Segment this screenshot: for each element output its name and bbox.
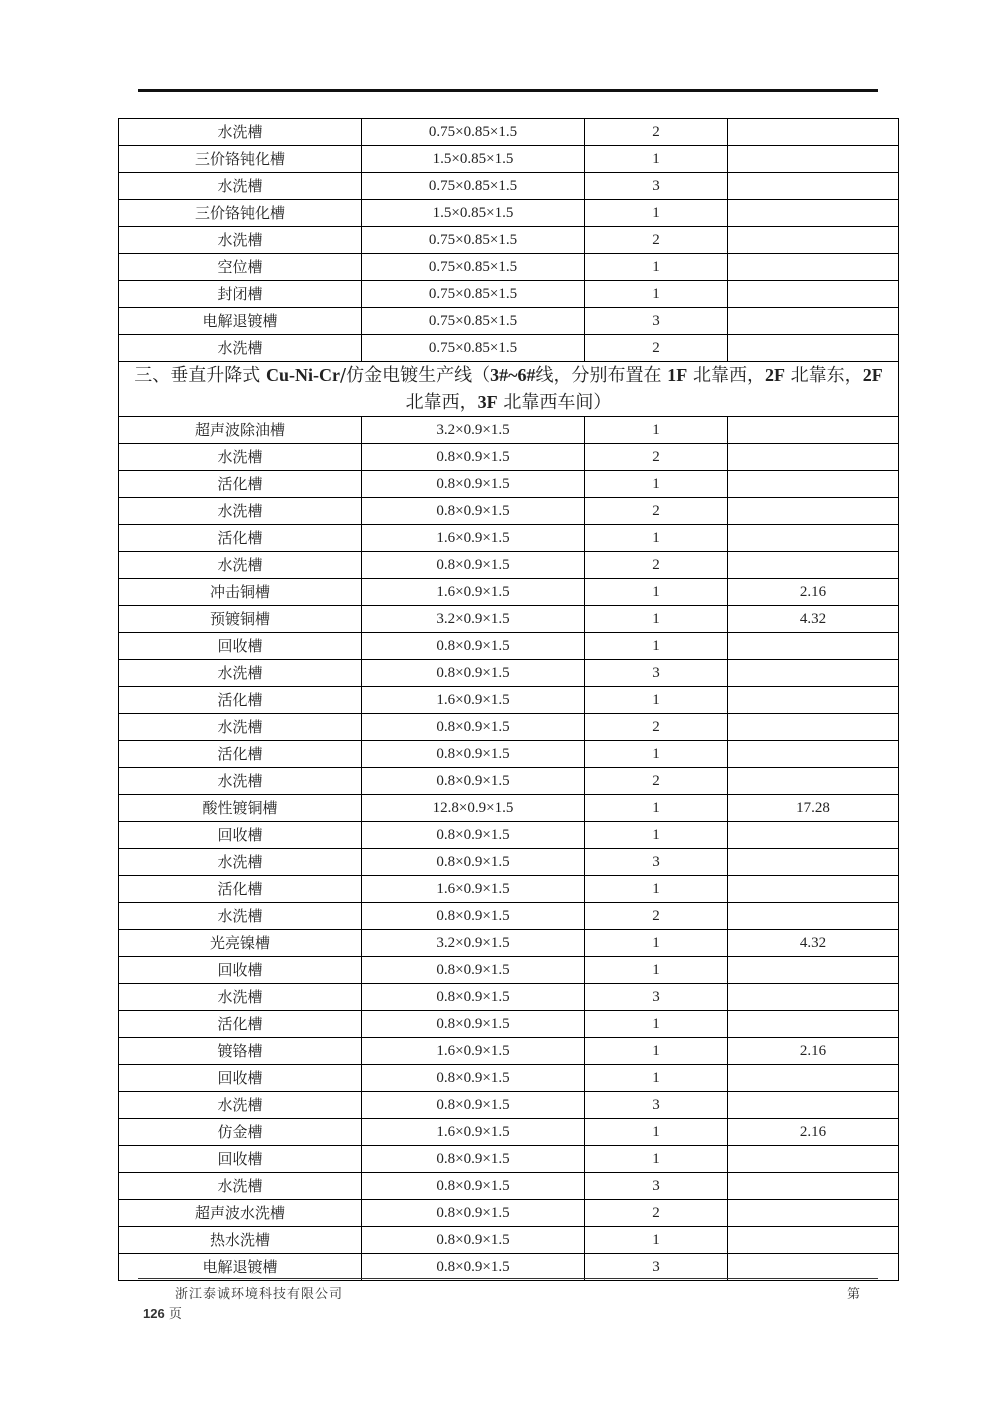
quantity-cell: 1 <box>585 200 728 227</box>
volume-cell <box>728 281 899 308</box>
section-heading: 三、垂直升降式 Cu-Ni-Cr/仿金电镀生产线（3#~6#线，分别布置在 1F 北靠西，2F 北靠东，2F 北靠西，3F 北靠西车间） <box>119 362 899 417</box>
quantity-cell: 3 <box>585 173 728 200</box>
volume-cell <box>728 1173 899 1200</box>
table-row <box>119 552 899 579</box>
tank-name-cell: 镀铬槽 <box>119 1038 362 1065</box>
volume-cell <box>728 903 899 930</box>
dimension-cell: 0.8×0.9×1.5 <box>362 714 585 741</box>
volume-cell <box>728 498 899 525</box>
quantity-cell: 1 <box>585 930 728 957</box>
dimension-cell: 0.8×0.9×1.5 <box>362 741 585 768</box>
tank-name-cell: 活化槽 <box>119 687 362 714</box>
dimension-cell: 0.75×0.85×1.5 <box>362 335 585 362</box>
table-row <box>119 227 899 254</box>
quantity-cell: 1 <box>585 254 728 281</box>
table-row <box>119 849 899 876</box>
quantity-cell: 1 <box>585 687 728 714</box>
quantity-cell: 1 <box>585 417 728 444</box>
table-row <box>119 1092 899 1119</box>
quantity-cell: 1 <box>585 1146 728 1173</box>
dimension-cell: 0.75×0.85×1.5 <box>362 173 585 200</box>
volume-cell: 4.32 <box>728 930 899 957</box>
table-row <box>119 876 899 903</box>
dimension-cell: 3.2×0.9×1.5 <box>362 606 585 633</box>
dimension-cell: 0.8×0.9×1.5 <box>362 1146 585 1173</box>
tank-name-cell: 电解退镀槽 <box>119 1254 362 1281</box>
volume-cell <box>728 849 899 876</box>
volume-cell <box>728 308 899 335</box>
table-row <box>119 714 899 741</box>
volume-cell <box>728 1200 899 1227</box>
page-suffix: 页 <box>164 1307 182 1322</box>
tank-name-cell: 水洗槽 <box>119 444 362 471</box>
tank-name-cell: 水洗槽 <box>119 335 362 362</box>
tank-spec-table <box>118 118 899 1281</box>
volume-cell <box>728 471 899 498</box>
table-row <box>119 795 899 822</box>
volume-cell <box>728 1254 899 1281</box>
dimension-cell: 0.8×0.9×1.5 <box>362 498 585 525</box>
volume-cell <box>728 335 899 362</box>
dimension-cell: 0.8×0.9×1.5 <box>362 849 585 876</box>
header-rule <box>138 89 878 92</box>
volume-cell <box>728 822 899 849</box>
quantity-cell: 1 <box>585 1038 728 1065</box>
tank-name-cell: 水洗槽 <box>119 849 362 876</box>
dimension-cell: 1.6×0.9×1.5 <box>362 1119 585 1146</box>
quantity-cell: 1 <box>585 471 728 498</box>
tank-name-cell: 酸性镀铜槽 <box>119 795 362 822</box>
dimension-cell: 0.8×0.9×1.5 <box>362 633 585 660</box>
table-row <box>119 768 899 795</box>
tank-name-cell: 水洗槽 <box>119 660 362 687</box>
dimension-cell: 1.6×0.9×1.5 <box>362 1038 585 1065</box>
volume-cell: 2.16 <box>728 1038 899 1065</box>
tank-name-cell: 封闭槽 <box>119 281 362 308</box>
tank-name-cell: 空位槽 <box>119 254 362 281</box>
table-row <box>119 444 899 471</box>
volume-cell <box>728 1146 899 1173</box>
volume-cell <box>728 200 899 227</box>
quantity-cell: 1 <box>585 146 728 173</box>
tank-name-cell: 活化槽 <box>119 471 362 498</box>
dimension-cell: 0.8×0.9×1.5 <box>362 552 585 579</box>
quantity-cell: 1 <box>585 281 728 308</box>
tank-name-cell: 水洗槽 <box>119 714 362 741</box>
table-row <box>119 579 899 606</box>
table-row <box>119 471 899 498</box>
quantity-cell: 2 <box>585 903 728 930</box>
dimension-cell: 3.2×0.9×1.5 <box>362 930 585 957</box>
tank-name-cell: 回收槽 <box>119 1146 362 1173</box>
table-body-before <box>119 119 899 362</box>
tank-name-cell: 活化槽 <box>119 876 362 903</box>
quantity-cell: 1 <box>585 1011 728 1038</box>
quantity-cell: 3 <box>585 1092 728 1119</box>
quantity-cell: 2 <box>585 1200 728 1227</box>
quantity-cell: 1 <box>585 795 728 822</box>
tank-name-cell: 水洗槽 <box>119 903 362 930</box>
volume-cell <box>728 633 899 660</box>
table-row <box>119 498 899 525</box>
tank-name-cell: 预镀铜槽 <box>119 606 362 633</box>
quantity-cell: 1 <box>585 822 728 849</box>
footer-rule <box>138 1278 878 1279</box>
tank-name-cell: 冲击铜槽 <box>119 579 362 606</box>
quantity-cell: 2 <box>585 714 728 741</box>
volume-cell <box>728 227 899 254</box>
volume-cell <box>728 1011 899 1038</box>
table-row <box>119 633 899 660</box>
dimension-cell: 1.6×0.9×1.5 <box>362 525 585 552</box>
dimension-cell: 0.8×0.9×1.5 <box>362 1227 585 1254</box>
dimension-cell: 0.75×0.85×1.5 <box>362 308 585 335</box>
tank-name-cell: 水洗槽 <box>119 498 362 525</box>
volume-cell <box>728 876 899 903</box>
footer-company-name: 浙江泰诚环境科技有限公司 <box>175 1287 344 1302</box>
table-row <box>119 606 899 633</box>
dimension-cell: 0.75×0.85×1.5 <box>362 119 585 146</box>
table-row <box>119 741 899 768</box>
table-row <box>119 281 899 308</box>
table-row <box>119 173 899 200</box>
quantity-cell: 3 <box>585 1254 728 1281</box>
dimension-cell: 0.8×0.9×1.5 <box>362 1254 585 1281</box>
tank-name-cell: 活化槽 <box>119 741 362 768</box>
volume-cell <box>728 417 899 444</box>
dimension-cell: 0.8×0.9×1.5 <box>362 1173 585 1200</box>
dimension-cell: 0.8×0.9×1.5 <box>362 957 585 984</box>
volume-cell <box>728 552 899 579</box>
volume-cell <box>728 173 899 200</box>
footer-page-number <box>143 1303 182 1322</box>
volume-cell <box>728 957 899 984</box>
dimension-cell: 1.6×0.9×1.5 <box>362 687 585 714</box>
tank-name-cell: 水洗槽 <box>119 1173 362 1200</box>
quantity-cell: 2 <box>585 552 728 579</box>
quantity-cell: 1 <box>585 741 728 768</box>
tank-name-cell: 超声波水洗槽 <box>119 1200 362 1227</box>
quantity-cell: 1 <box>585 1227 728 1254</box>
dimension-cell: 0.8×0.9×1.5 <box>362 768 585 795</box>
quantity-cell: 3 <box>585 849 728 876</box>
tank-name-cell: 回收槽 <box>119 822 362 849</box>
quantity-cell: 1 <box>585 633 728 660</box>
volume-cell <box>728 1092 899 1119</box>
tank-name-cell: 水洗槽 <box>119 227 362 254</box>
tank-name-cell: 热水洗槽 <box>119 1227 362 1254</box>
volume-cell <box>728 254 899 281</box>
dimension-cell: 12.8×0.9×1.5 <box>362 795 585 822</box>
dimension-cell: 0.8×0.9×1.5 <box>362 984 585 1011</box>
table-row <box>119 1146 899 1173</box>
tank-name-cell: 仿金槽 <box>119 1119 362 1146</box>
volume-cell <box>728 714 899 741</box>
quantity-cell: 1 <box>585 957 728 984</box>
table-row <box>119 1254 899 1281</box>
table-row <box>119 1200 899 1227</box>
volume-cell <box>728 687 899 714</box>
dimension-cell: 1.5×0.85×1.5 <box>362 200 585 227</box>
volume-cell <box>728 525 899 552</box>
tank-name-cell: 水洗槽 <box>119 119 362 146</box>
tank-name-cell: 回收槽 <box>119 633 362 660</box>
table-row <box>119 146 899 173</box>
table-row <box>119 254 899 281</box>
footer-page-prefix: 第 <box>847 1287 861 1302</box>
table-row <box>119 930 899 957</box>
tank-name-cell: 水洗槽 <box>119 984 362 1011</box>
dimension-cell: 0.8×0.9×1.5 <box>362 1200 585 1227</box>
table-row <box>119 957 899 984</box>
dimension-cell: 0.8×0.9×1.5 <box>362 1065 585 1092</box>
tank-name-cell: 水洗槽 <box>119 1092 362 1119</box>
table-row <box>119 984 899 1011</box>
table-row <box>119 1119 899 1146</box>
volume-cell <box>728 741 899 768</box>
quantity-cell: 3 <box>585 660 728 687</box>
dimension-cell: 0.8×0.9×1.5 <box>362 444 585 471</box>
tank-name-cell: 水洗槽 <box>119 173 362 200</box>
quantity-cell: 1 <box>585 876 728 903</box>
volume-cell <box>728 119 899 146</box>
dimension-cell: 0.75×0.85×1.5 <box>362 281 585 308</box>
volume-cell <box>728 1227 899 1254</box>
quantity-cell: 1 <box>585 579 728 606</box>
quantity-cell: 3 <box>585 308 728 335</box>
table-row <box>119 119 899 146</box>
section-body <box>119 362 899 417</box>
table-row <box>119 525 899 552</box>
dimension-cell: 1.5×0.85×1.5 <box>362 146 585 173</box>
quantity-cell: 2 <box>585 119 728 146</box>
tank-name-cell: 水洗槽 <box>119 768 362 795</box>
dimension-cell: 0.8×0.9×1.5 <box>362 471 585 498</box>
volume-cell: 4.32 <box>728 606 899 633</box>
tank-name-cell: 水洗槽 <box>119 552 362 579</box>
volume-cell <box>728 1065 899 1092</box>
quantity-cell: 3 <box>585 1173 728 1200</box>
tank-name-cell: 活化槽 <box>119 525 362 552</box>
table-row <box>119 687 899 714</box>
table-row <box>119 335 899 362</box>
quantity-cell: 2 <box>585 444 728 471</box>
quantity-cell: 3 <box>585 984 728 1011</box>
dimension-cell: 0.8×0.9×1.5 <box>362 1092 585 1119</box>
dimension-cell: 0.8×0.9×1.5 <box>362 903 585 930</box>
dimension-cell: 3.2×0.9×1.5 <box>362 417 585 444</box>
table-row <box>119 1227 899 1254</box>
table-row <box>119 200 899 227</box>
tank-name-cell: 超声波除油槽 <box>119 417 362 444</box>
volume-cell <box>728 984 899 1011</box>
table-row <box>119 308 899 335</box>
tank-name-cell: 回收槽 <box>119 957 362 984</box>
dimension-cell: 0.8×0.9×1.5 <box>362 660 585 687</box>
dimension-cell: 1.6×0.9×1.5 <box>362 876 585 903</box>
dimension-cell: 1.6×0.9×1.5 <box>362 579 585 606</box>
volume-cell <box>728 444 899 471</box>
volume-cell: 17.28 <box>728 795 899 822</box>
dimension-cell: 0.8×0.9×1.5 <box>362 822 585 849</box>
quantity-cell: 2 <box>585 768 728 795</box>
table-row <box>119 660 899 687</box>
table-row <box>119 1173 899 1200</box>
table-body-after <box>119 417 899 1281</box>
dimension-cell: 0.75×0.85×1.5 <box>362 254 585 281</box>
quantity-cell: 1 <box>585 1119 728 1146</box>
tank-name-cell: 活化槽 <box>119 1011 362 1038</box>
table-row <box>119 903 899 930</box>
quantity-cell: 2 <box>585 227 728 254</box>
table-row <box>119 1065 899 1092</box>
dimension-cell: 0.75×0.85×1.5 <box>362 227 585 254</box>
quantity-cell: 2 <box>585 335 728 362</box>
table-row <box>119 417 899 444</box>
tank-name-cell: 回收槽 <box>119 1065 362 1092</box>
quantity-cell: 1 <box>585 1065 728 1092</box>
quantity-cell: 2 <box>585 498 728 525</box>
tank-name-cell: 光亮镍槽 <box>119 930 362 957</box>
tank-name-cell: 电解退镀槽 <box>119 308 362 335</box>
volume-cell <box>728 146 899 173</box>
volume-cell <box>728 660 899 687</box>
table-row <box>119 1038 899 1065</box>
table-row <box>119 1011 899 1038</box>
volume-cell: 2.16 <box>728 1119 899 1146</box>
volume-cell: 2.16 <box>728 579 899 606</box>
section-row <box>119 362 899 417</box>
table-row <box>119 822 899 849</box>
quantity-cell: 1 <box>585 525 728 552</box>
volume-cell <box>728 768 899 795</box>
tank-name-cell: 三价铬钝化槽 <box>119 146 362 173</box>
dimension-cell: 0.8×0.9×1.5 <box>362 1011 585 1038</box>
tank-name-cell: 三价铬钝化槽 <box>119 200 362 227</box>
page-number: 126 <box>143 1306 165 1321</box>
quantity-cell: 1 <box>585 606 728 633</box>
